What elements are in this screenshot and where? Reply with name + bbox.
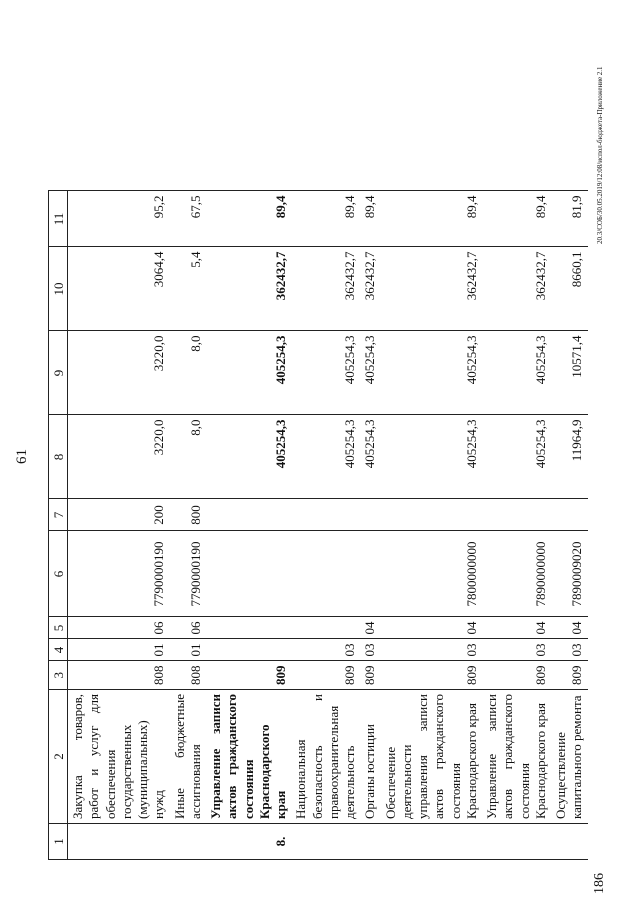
cell-num — [170, 824, 207, 860]
cell-c10: 362432,7 — [291, 247, 360, 331]
cell-c8: 405254,3 — [381, 415, 483, 499]
cell-c6: 7800000000 — [381, 531, 483, 617]
cell-num — [482, 824, 551, 860]
cell-name: Закупка товаров, работ и услуг для обеспечения государственных (муниципальных) нужд — [68, 690, 170, 824]
cell-c6: 7790000190 — [170, 531, 207, 617]
cell-c8: 405254,3 — [360, 415, 380, 499]
column-header-9: 9 — [49, 331, 68, 415]
cell-c3: 809 — [206, 661, 291, 690]
cell-c3: 809 — [381, 661, 483, 690]
table-row — [291, 191, 360, 860]
cell-name: Органы юстиции — [360, 690, 380, 824]
cell-c9: 405254,3 — [360, 331, 380, 415]
cell-c5: 04 — [360, 617, 380, 639]
cell-c5: 06 — [68, 617, 170, 639]
cell-c4: 03 — [360, 639, 380, 661]
table-row — [360, 191, 380, 860]
cell-c11: 89,4 — [360, 191, 380, 247]
table-row — [170, 191, 207, 860]
cell-c4: 03 — [551, 639, 588, 661]
cell-c7 — [360, 499, 380, 531]
cell-name: Обеспечение деятельности управления записи актов гражданского состояния Краснодарского края — [381, 690, 483, 824]
cell-c8: 11964,9 — [551, 415, 588, 499]
page-number-top: 61 — [14, 449, 30, 464]
column-header-7: 7 — [49, 499, 68, 531]
cell-c8: 405254,3 — [482, 415, 551, 499]
cell-c11: 89,4 — [381, 191, 483, 247]
cell-c9: 8,0 — [170, 331, 207, 415]
column-header-4: 4 — [49, 639, 68, 661]
cell-c4: 03 — [381, 639, 483, 661]
cell-c10: 362432,7 — [381, 247, 483, 331]
table-row — [551, 191, 588, 860]
cell-c3: 809 — [291, 661, 360, 690]
cell-c9: 405254,3 — [482, 331, 551, 415]
cell-c4: 03 — [482, 639, 551, 661]
cell-c5: 04 — [482, 617, 551, 639]
cell-c8: 405254,3 — [206, 415, 291, 499]
column-header-3: 3 — [49, 661, 68, 690]
cell-c10: 362432,7 — [360, 247, 380, 331]
cell-c6 — [206, 531, 291, 617]
cell-c3: 809 — [360, 661, 380, 690]
cell-c5: 04 — [381, 617, 483, 639]
cell-c9: 405254,3 — [381, 331, 483, 415]
column-header-6: 6 — [49, 531, 68, 617]
cell-name: Осуществление капитального ремонта — [551, 690, 588, 824]
cell-c7 — [291, 499, 360, 531]
page-number-bottom: 186 — [592, 873, 607, 894]
table-row — [482, 191, 551, 860]
cell-name: Управление записи актов гражданского состояния Краснодарского края — [206, 690, 291, 824]
cell-c8: 405254,3 — [291, 415, 360, 499]
cell-c8: 3220,0 — [68, 415, 170, 499]
cell-c10: 8660,1 — [551, 247, 588, 331]
cell-c11: 89,4 — [482, 191, 551, 247]
cell-c10: 362432,7 — [482, 247, 551, 331]
cell-c6: 7890000000 — [482, 531, 551, 617]
cell-num — [381, 824, 483, 860]
cell-c7: 200 — [68, 499, 170, 531]
cell-name: Иные бюджетные ассигнования — [170, 690, 207, 824]
cell-c5 — [291, 617, 360, 639]
cell-c11: 89,4 — [206, 191, 291, 247]
cell-num — [360, 824, 380, 860]
cell-c9: 10571,4 — [551, 331, 588, 415]
footnote: 20.3/СОБ/30.05.2019/12:08/испол-бюджета-Приложение 2.1 — [596, 66, 604, 244]
cell-num — [291, 824, 360, 860]
cell-c9: 3220,0 — [68, 331, 170, 415]
column-header-10: 10 — [49, 247, 68, 331]
column-header-11: 11 — [49, 191, 68, 247]
cell-c10: 3064,4 — [68, 247, 170, 331]
cell-num: 8. — [206, 824, 291, 860]
cell-c3: 809 — [551, 661, 588, 690]
cell-c3: 808 — [68, 661, 170, 690]
cell-c11: 81,9 — [551, 191, 588, 247]
cell-num — [68, 824, 170, 860]
cell-c11: 89,4 — [291, 191, 360, 247]
cell-c11: 95,2 — [68, 191, 170, 247]
cell-c6: 7790000190 — [68, 531, 170, 617]
cell-c6 — [360, 531, 380, 617]
cell-c7 — [206, 499, 291, 531]
column-header-5: 5 — [49, 617, 68, 639]
cell-c9: 405254,3 — [291, 331, 360, 415]
cell-c3: 808 — [170, 661, 207, 690]
cell-c7 — [551, 499, 588, 531]
cell-c4 — [206, 639, 291, 661]
table-row — [206, 191, 291, 860]
cell-name: Управление записи актов гражданского состояния Краснодарского края — [482, 690, 551, 824]
cell-num — [551, 824, 588, 860]
cell-c11: 67,5 — [170, 191, 207, 247]
cell-c6 — [291, 531, 360, 617]
cell-c4: 01 — [170, 639, 207, 661]
column-header-8: 8 — [49, 415, 68, 499]
cell-c3: 809 — [482, 661, 551, 690]
column-header-1: 1 — [49, 824, 68, 860]
cell-c4: 03 — [291, 639, 360, 661]
cell-c7 — [482, 499, 551, 531]
cell-c10: 5,4 — [170, 247, 207, 331]
cell-name: Национальная безопасность и правоохранительная деятельность — [291, 690, 360, 824]
cell-c4: 01 — [68, 639, 170, 661]
cell-c5: 06 — [170, 617, 207, 639]
cell-c8: 8,0 — [170, 415, 207, 499]
cell-c9: 405254,3 — [206, 331, 291, 415]
header-row — [49, 191, 68, 860]
cell-c5: 04 — [551, 617, 588, 639]
cell-c6: 7890009020 — [551, 531, 588, 617]
table-row — [381, 191, 483, 860]
cell-c7: 800 — [170, 499, 207, 531]
column-header-2: 2 — [49, 690, 68, 824]
cell-c10: 362432,7 — [206, 247, 291, 331]
cell-c7 — [381, 499, 483, 531]
cell-c5 — [206, 617, 291, 639]
table-row — [68, 191, 170, 860]
budget-table — [48, 191, 588, 861]
